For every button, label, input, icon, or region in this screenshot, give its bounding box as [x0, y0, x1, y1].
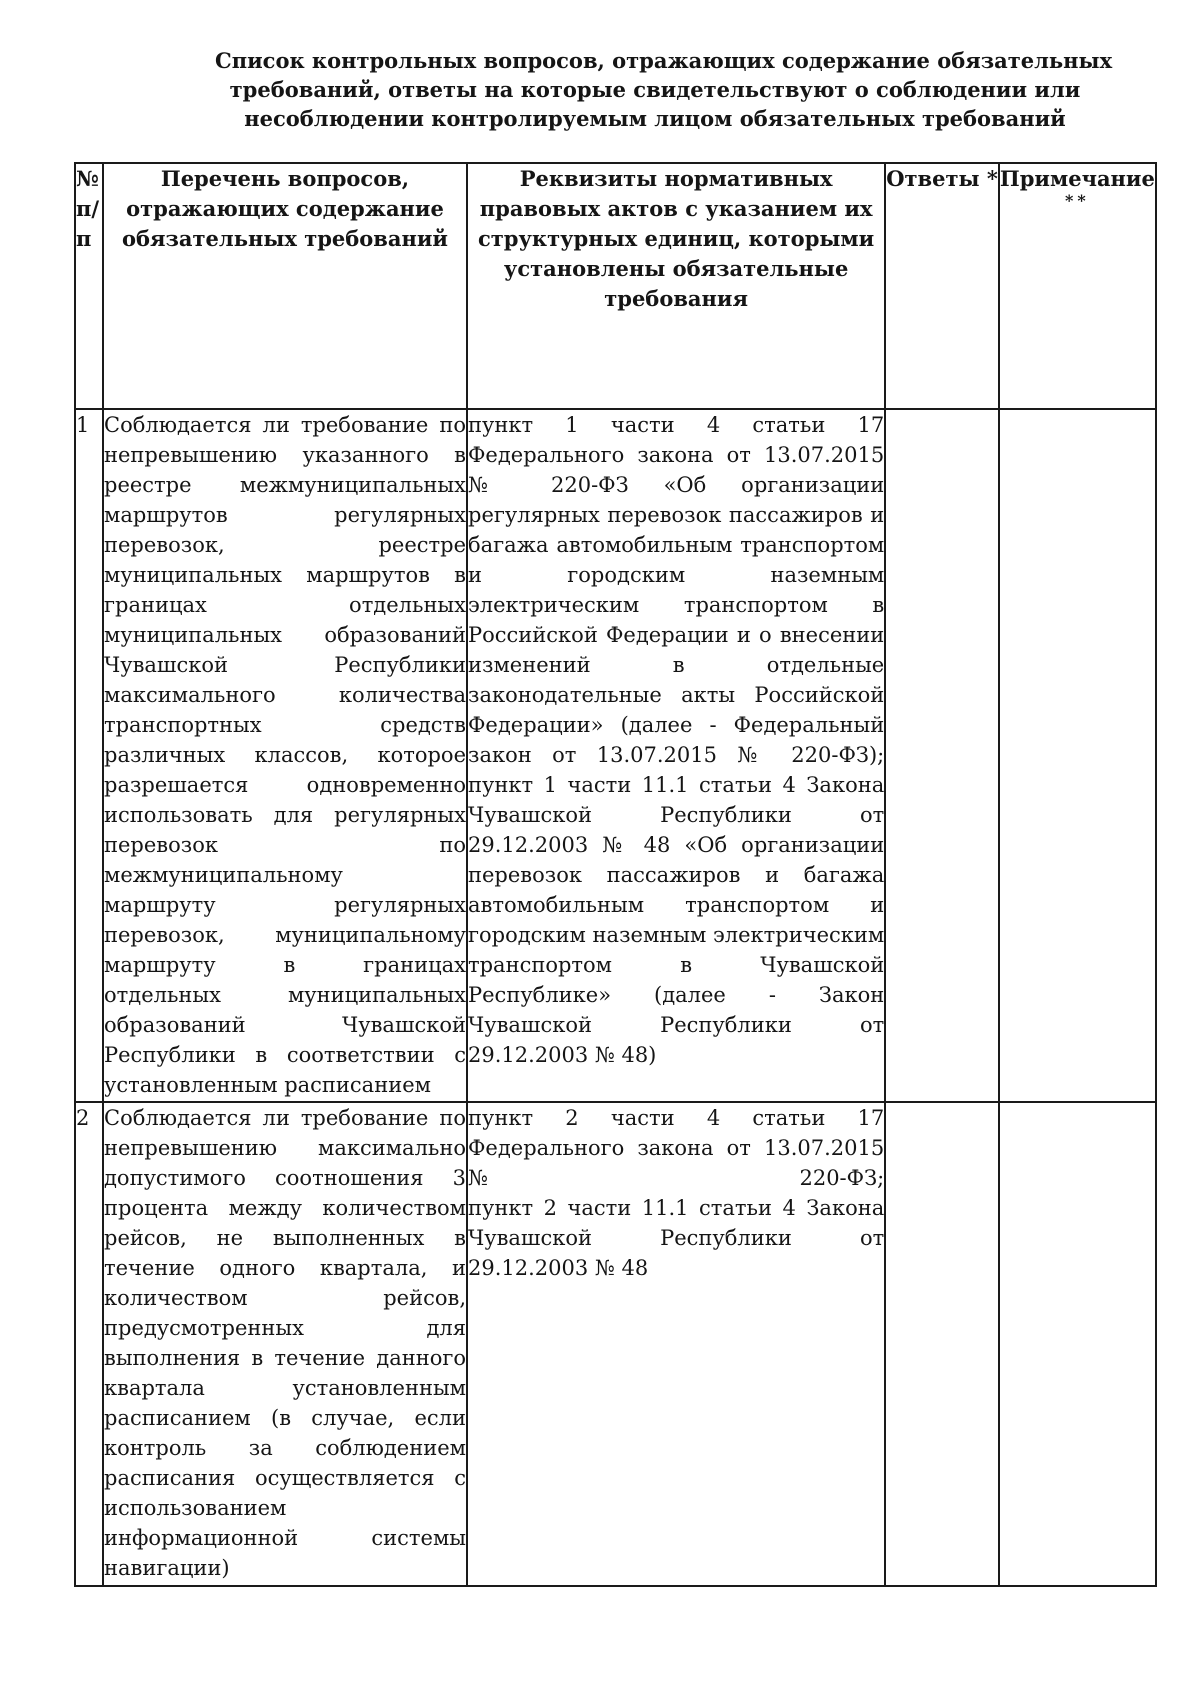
- question-cell: [103, 409, 467, 1102]
- cell-text-line: разрешается одновременно: [104, 773, 466, 797]
- cell-text-line: закон от 13.07.2015 № 220-ФЗ);: [468, 743, 885, 767]
- cell-text-line: пункт 2 части 4 статьи 17: [468, 1106, 885, 1130]
- header-num: [75, 163, 103, 409]
- cell-text-line: реестре межмуниципальных: [104, 473, 466, 497]
- cell-text-line: электрическим транспортом в: [468, 593, 885, 617]
- cell-text-line: различных классов, которое: [104, 743, 466, 767]
- cell-text-line: перевозок, реестре: [104, 533, 466, 557]
- cell-text-line: информационной системы: [104, 1526, 466, 1550]
- header-answers: Ответы *: [885, 163, 999, 409]
- cell-text-line: и городским наземным: [468, 563, 885, 587]
- answer-cell[interactable]: [885, 1102, 999, 1586]
- header-note: [999, 163, 1156, 409]
- cell-text-line: № 220-ФЗ «Об организации: [468, 473, 885, 497]
- cell-text-line: Чувашской Республики: [104, 653, 466, 677]
- cell-text-line: расписания осуществляется с: [104, 1466, 466, 1490]
- cell-text-line: максимального количества: [104, 683, 466, 707]
- cell-text-line: маршруту в границах: [104, 953, 466, 977]
- cell-text-line: выполнения в течение данного: [104, 1346, 466, 1370]
- cell-text-line: багажа автомобильным транспортом: [468, 533, 885, 557]
- title-line: несоблюдении контролируемым лицом обязательных требований: [244, 106, 1066, 131]
- cell-text-line: допустимого соотношения 3: [104, 1166, 466, 1190]
- cell-text-line: отдельных муниципальных: [104, 983, 466, 1007]
- title-line: требований, ответы на которые свидетельствуют о соблюдении или: [229, 77, 1081, 102]
- cell-text-line: предусмотренных для: [104, 1316, 466, 1340]
- note-cell[interactable]: [999, 1102, 1156, 1586]
- header-num-line: п/: [76, 196, 100, 221]
- cell-text-line: перевозок пассажиров и багажа: [468, 863, 885, 887]
- cell-text-line: муниципальных маршрутов в: [104, 563, 466, 587]
- cell-text-line: контроль за соблюдением: [104, 1436, 466, 1460]
- cell-text-line: течение одного квартала, и: [104, 1256, 466, 1280]
- cell-text-line: Чувашской Республики от: [468, 1013, 885, 1037]
- cell-text-line: Российской Федерации и о внесении: [468, 623, 885, 647]
- cell-text-line: маршрутов регулярных: [104, 503, 466, 527]
- cell-text-line: пункт 2 части 11.1 статьи 4 Закона: [468, 1196, 885, 1220]
- cell-text-line: перевозок, муниципальному: [104, 923, 466, 947]
- header-requisites: [467, 163, 885, 409]
- cell-text-line: № 220-ФЗ;: [468, 1166, 885, 1190]
- cell-text-line: количеством рейсов,: [104, 1286, 466, 1310]
- cell-text-line: транспортных средств: [104, 713, 466, 737]
- cell-text-line: границах отдельных: [104, 593, 466, 617]
- header-requisites-line: Реквизиты нормативных: [519, 166, 833, 191]
- cell-text-line: навигации): [104, 1556, 230, 1580]
- cell-text-line: непревышению указанного в: [104, 443, 466, 467]
- cell-text-line: маршруту регулярных: [104, 893, 466, 917]
- cell-text-line: расписанием (в случае, если: [104, 1406, 466, 1430]
- cell-text-line: процента между количеством: [104, 1196, 466, 1220]
- cell-text-line: Республики в соответствии с: [104, 1043, 466, 1067]
- cell-text-line: 29.12.2003 № 48): [468, 1043, 657, 1067]
- header-question-line: отражающих содержание: [126, 196, 444, 221]
- cell-text-line: Соблюдается ли требование по: [104, 413, 466, 437]
- header-num-line: №: [76, 166, 99, 191]
- cell-text-line: пункт 1 части 4 статьи 17: [468, 413, 885, 437]
- header-note-stars: **: [1065, 191, 1090, 210]
- requisites-cell: [467, 1102, 885, 1586]
- cell-text-line: перевозок по: [104, 833, 466, 857]
- cell-text-line: Федерального закона от 13.07.2015: [468, 1136, 885, 1160]
- cell-text-line: Чувашской Республики от: [468, 1226, 885, 1250]
- cell-text-line: 29.12.2003 № 48: [468, 1256, 649, 1280]
- table-row: [75, 409, 1156, 1102]
- title-line: Список контрольных вопросов, отражающих содержание обязательных: [215, 48, 1113, 73]
- cell-text-line: регулярных перевозок пассажиров и: [468, 503, 885, 527]
- cell-text-line: транспортом в Чувашской: [468, 953, 885, 977]
- cell-text-line: межмуниципальному: [104, 863, 343, 887]
- header-requisites-line: правовых актов с указанием их: [479, 196, 873, 221]
- header-note-label: Примечание: [999, 166, 1155, 191]
- cell-text-line: рейсов, не выполненных в: [104, 1226, 466, 1250]
- header-question: [103, 163, 467, 409]
- cell-text-line: Чувашской Республики от: [468, 803, 885, 827]
- header-question-line: обязательных требований: [121, 226, 448, 251]
- requisites-cell: [467, 409, 885, 1102]
- header-num-line: п: [76, 226, 92, 251]
- question-cell: [103, 1102, 467, 1586]
- cell-text-line: Соблюдается ли требование по: [104, 1106, 466, 1130]
- cell-text-line: Республике» (далее - Закон: [468, 983, 885, 1007]
- checklist-table: [74, 162, 1157, 1587]
- note-cell[interactable]: [999, 409, 1156, 1102]
- cell-text-line: установленным расписанием: [104, 1073, 431, 1097]
- header-requisites-line: структурных единиц, которыми: [478, 226, 875, 251]
- cell-text-line: автомобильным транспортом и: [468, 893, 885, 917]
- table-header-row: [75, 163, 1156, 409]
- cell-text-line: городским наземным электрическим: [468, 923, 885, 947]
- cell-text-line: непревышению максимально: [104, 1136, 466, 1160]
- row-number: 2: [75, 1102, 103, 1586]
- cell-text-line: использованием: [104, 1496, 287, 1520]
- cell-text-line: муниципальных образований: [104, 623, 466, 647]
- header-requisites-line: установлены обязательные: [503, 256, 849, 281]
- cell-text-line: Федерального закона от 13.07.2015: [468, 443, 885, 467]
- cell-text-line: образований Чувашской: [104, 1013, 466, 1037]
- cell-text-line: квартала установленным: [104, 1376, 466, 1400]
- cell-text-line: изменений в отдельные: [468, 653, 885, 677]
- cell-text-line: использовать для регулярных: [104, 803, 466, 827]
- cell-text-line: законодательные акты Российской: [468, 683, 885, 707]
- cell-text-line: Федерации» (далее - Федеральный: [468, 713, 885, 737]
- answer-cell[interactable]: [885, 409, 999, 1102]
- row-number: 1: [75, 409, 103, 1102]
- cell-text-line: пункт 1 части 11.1 статьи 4 Закона: [468, 773, 885, 797]
- header-requisites-line: требования: [604, 286, 748, 311]
- document-title: [215, 46, 1113, 133]
- header-question-line: Перечень вопросов,: [160, 166, 410, 191]
- cell-text-line: 29.12.2003 № 48 «Об организации: [468, 833, 885, 857]
- table-row: [75, 1102, 1156, 1586]
